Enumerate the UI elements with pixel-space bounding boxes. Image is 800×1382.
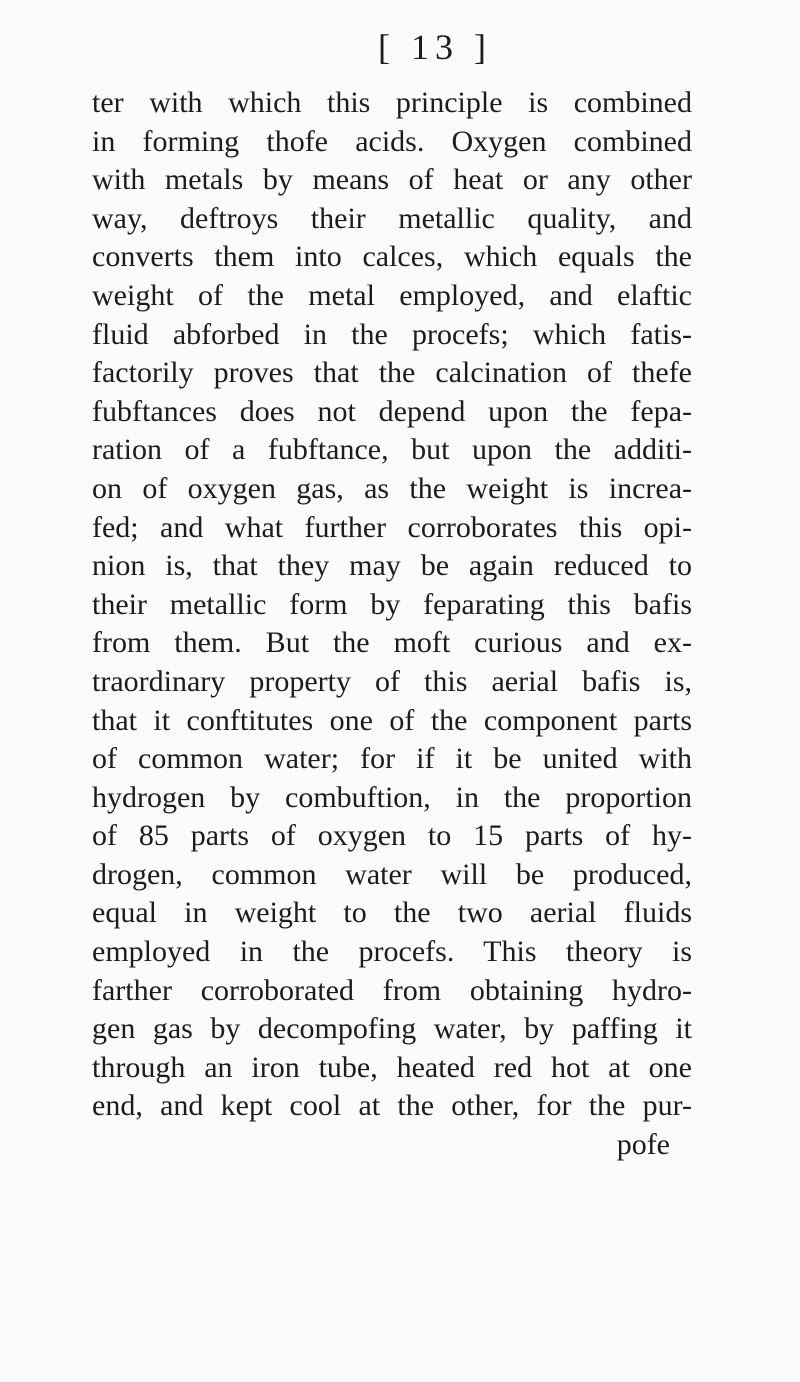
text-line: farther corroborated from obtaining hydro- <box>92 973 692 1007</box>
text-line: fed; and what further corroborates this opi- <box>92 510 692 544</box>
text-line: hydrogen by combuftion, in the proportion <box>92 780 692 814</box>
text-line: traordinary property of this aerial bafis is, <box>92 664 692 698</box>
text-line: fluid abforbed in the procefs; which fatis- <box>92 317 692 351</box>
text-line: from them. But the moft curious and ex- <box>92 626 692 660</box>
text-line: in forming thofe acids. Oxygen combined <box>92 124 692 158</box>
text-line: equal in weight to the two aerial fluids <box>92 896 692 930</box>
text-line: gen gas by decompofing water, by paffing it <box>92 1012 692 1046</box>
page-header <box>0 24 800 70</box>
text-line: way, deftroys their metallic quality, and <box>92 201 692 235</box>
text-line: with metals by means of heat or any other <box>92 163 692 197</box>
text-line: weight of the metal employed, and elaftic <box>92 278 692 312</box>
page-number: [ 13 ] <box>378 27 492 67</box>
text-line: fubftances does not depend upon the fepa- <box>92 394 692 428</box>
text-line: that it conftitutes one of the component parts <box>92 703 692 737</box>
text-line: through an iron tube, heated red hot at one <box>92 1050 692 1084</box>
text-line: nion is, that they may be again reduced to <box>92 549 692 583</box>
text-line: of 85 parts of oxygen to 15 parts of hy- <box>92 819 692 853</box>
text-line: drogen, common water will be produced, <box>92 857 692 891</box>
text-line: employed in the procefs. This theory is <box>92 935 692 969</box>
text-line: of common water; for if it be united with <box>92 742 692 776</box>
text-line: on of oxygen gas, as the weight is increa- <box>92 471 692 505</box>
text-line: converts them into calces, which equals the <box>92 240 692 274</box>
text-line: end, and kept cool at the other, for the pur- <box>92 1089 692 1123</box>
text-line: factorily proves that the calcination of thefe <box>92 356 692 390</box>
catchword: pofe <box>616 1128 670 1162</box>
text-line: ter with which this principle is combined <box>92 86 692 119</box>
text-line: ration of a fubftance, but upon the additi- <box>92 433 692 467</box>
body-text <box>92 84 692 1165</box>
text-line: their metallic form by feparating this bafis <box>92 587 692 621</box>
